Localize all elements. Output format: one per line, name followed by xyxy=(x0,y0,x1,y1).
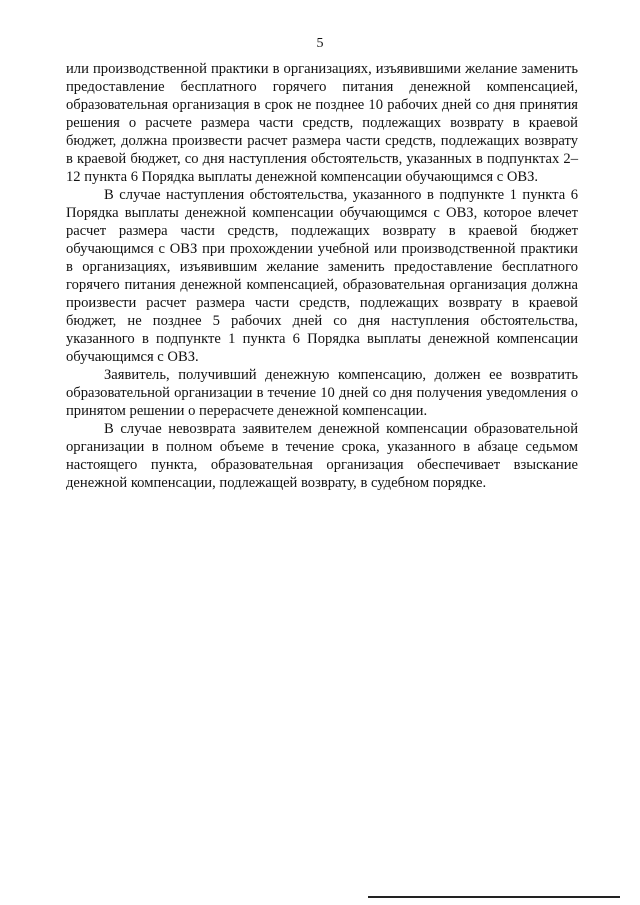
paragraph: В случае наступления обстоятельства, указанного в подпункте 1 пункта 6 Порядка выплаты денежной компенсации обучающимся с ОВЗ, которое влечет расчет размера части средств, подлежащих возврату в краевой бюджет обучающимся с ОВЗ при прохождении учебной или производственной практики в организациях, изъявившим желание заменить предоставление бесплатного горячего питания денежной компенсацией, образовательная организация должна произвести расчет размера части средств, подлежащих возврату в краевой бюджет, не позднее 5 рабочих дней со дня наступления обстоятельства, указанного в подпункте 1 пункта 6 Порядка выплаты денежной компенсации обучающимся с ОВЗ. xyxy=(66,187,578,365)
document-body xyxy=(66,60,578,492)
paragraph: Заявитель, получивший денежную компенсацию, должен ее возвратить образовательной организации в течение 10 дней со дня получения уведомления о принятом решении о перерасчете денежной компенсации. xyxy=(66,367,578,419)
paragraph-continuation: или производственной практики в организациях, изъявившими желание заменить предоставление бесплатного горячего питания денежной компенсацией, образовательная организация в срок не позднее 10 рабочих дней со дня принятия решения о расчете размера части средств, подлежащих возврату в краевой бюджет, должна произвести расчет размера части средств, подлежащих возврату в краевой бюджет, со дня наступления обстоятельств, указанных в подпунктах 2–12 пункта 6 Порядка выплаты денежной компенсации обучающимся с ОВЗ. xyxy=(66,61,578,185)
page-number: 5 xyxy=(316,36,324,51)
paragraph: В случае невозврата заявителем денежной компенсации образовательной организации в полном объеме в течение срока, указанного в абзаце седьмом настоящего пункта, образовательная организация обеспечивает взыскание денежной компенсации, подлежащей возврату, в судебном порядке. xyxy=(66,421,578,491)
bottom-scan-edge xyxy=(368,896,620,898)
